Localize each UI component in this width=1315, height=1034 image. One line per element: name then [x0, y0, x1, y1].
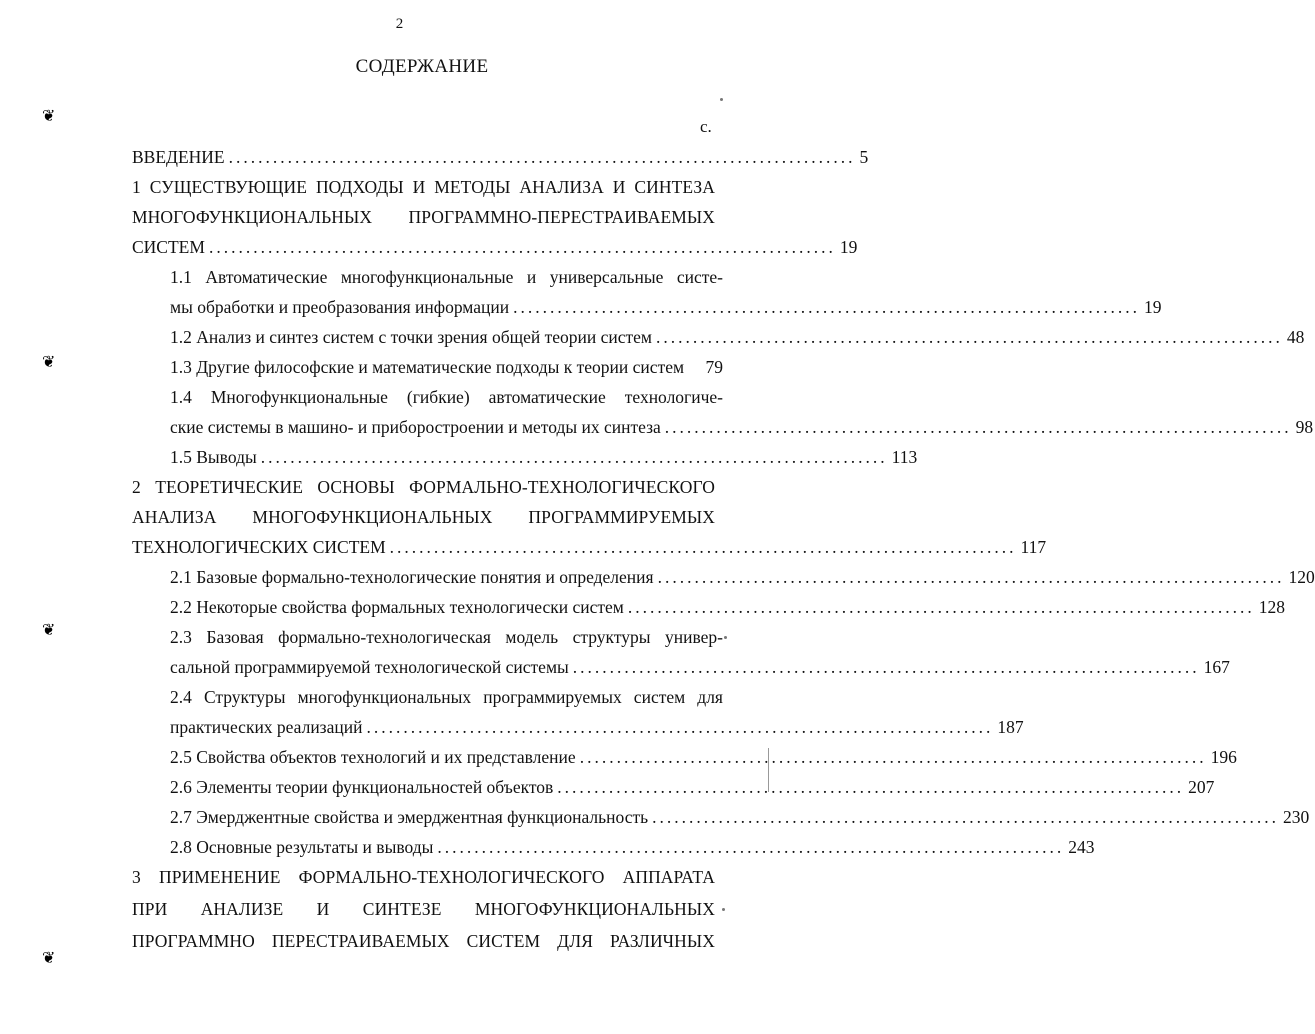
page-number: 2 [395, 16, 404, 32]
toc-page: 196 [1210, 747, 1237, 767]
toc-page: 19 [839, 237, 858, 257]
toc-chapter-1-line2[interactable]: МНОГОФУНКЦИОНАЛЬНЫХ ПРОГРАММНО-ПЕРЕСТРАИВАЕМЫХ [132, 207, 715, 227]
toc-page: 48 [1286, 327, 1305, 347]
toc-page: 207 [1188, 777, 1215, 797]
toc-section-1-2[interactable]: 1.2 Анализ и синтез систем с точки зрения общей теории систем ..................................................................................... 48 [170, 322, 723, 352]
toc-section-1-1-line2[interactable]: мы обработки и преобразования информации ..................................................................................... 19 [170, 292, 723, 322]
toc-page: 79 [705, 357, 723, 377]
toc-section-2-3-line2[interactable]: сальной программируемой технологической системы ..................................................................................... 167 [170, 652, 723, 682]
toc-chapter-3-line3[interactable]: ПРОГРАММНО ПЕРЕСТРАИВАЕМЫХ СИСТЕМ ДЛЯ РАЗЛИЧНЫХ [132, 931, 715, 951]
toc-chapter-3-line2[interactable]: ПРИ АНАЛИЗЕ И СИНТЕЗЕ МНОГОФУНКЦИОНАЛЬНЫХ [132, 899, 715, 919]
toc-section-1-4-line1[interactable]: 1.4 Многофункциональные (гибкие) автоматические технологиче- [170, 387, 723, 407]
page-column-label: с. [700, 117, 712, 136]
toc-chapter-3-line1[interactable]: 3 ПРИМЕНЕНИЕ ФОРМАЛЬНО-ТЕХНОЛОГИЧЕСКОГО АППАРАТА [132, 867, 715, 887]
toc-page: 98 [1295, 417, 1314, 437]
toc-chapter-2-line3[interactable]: ТЕХНОЛОГИЧЕСКИХ СИСТЕМ ..................................................................................... 117 [132, 532, 715, 562]
toc-entry-intro[interactable]: ВВЕДЕНИЕ ..................................................................................... 5 [132, 142, 715, 172]
toc-page: 243 [1068, 837, 1095, 857]
page-title: СОДЕРЖАНИЕ [355, 56, 489, 77]
toc-section-2-4-line2[interactable]: практических реализаций ..................................................................................... 187 [170, 712, 723, 742]
toc-section-2-2[interactable]: 2.2 Некоторые свойства формальных технологически систем ..................................................................................... 128 [170, 592, 723, 622]
scan-speck [720, 98, 723, 101]
binding-hole-mark: ❦ [42, 622, 56, 639]
toc-page: 117 [1020, 537, 1047, 557]
toc-chapter-2-line1[interactable]: 2 ТЕОРЕТИЧЕСКИЕ ОСНОВЫ ФОРМАЛЬНО-ТЕХНОЛОГИЧЕСКОГО [132, 477, 715, 497]
toc-section-1-3[interactable]: 1.3 Другие философские и математические подходы к теории систем 79 [170, 352, 723, 382]
toc-page: 5 [859, 147, 869, 167]
toc-page: 230 [1282, 807, 1310, 827]
toc-page: 120 [1288, 567, 1315, 587]
binding-hole-mark: ❦ [42, 354, 56, 371]
toc-page: 113 [891, 447, 918, 467]
toc-section-1-4-line2[interactable]: ские системы в машино- и приборостроении и методы их синтеза ..................................................................................... 98 [170, 412, 723, 442]
toc-section-2-7[interactable]: 2.7 Эмерджентные свойства и эмерджентная функциональность ..................................................................................... 230 [170, 802, 723, 832]
toc-page: 167 [1203, 657, 1230, 677]
toc-section-2-3-line1[interactable]: 2.3 Базовая формально-технологическая модель структуры универ- [170, 627, 723, 647]
scan-speck [722, 908, 725, 911]
toc-section-1-1-line1[interactable]: 1.1 Автоматические многофункциональные и универсальные систе- [170, 267, 723, 287]
toc-section-2-6[interactable]: 2.6 Элементы теории функциональностей объектов ..................................................................................... 207 [170, 772, 723, 802]
toc-section-2-1[interactable]: 2.1 Базовые формально-технологические понятия и определения ..................................................................................... 120 [170, 562, 723, 592]
toc-chapter-1-line3[interactable]: СИСТЕМ ..................................................................................... 19 [132, 232, 715, 262]
toc-chapter-2-line2[interactable]: АНАЛИЗА МНОГОФУНКЦИОНАЛЬНЫХ ПРОГРАММИРУЕМЫХ [132, 507, 715, 527]
toc-section-2-8[interactable]: 2.8 Основные результаты и выводы ..................................................................................... 243 [170, 832, 723, 862]
toc-chapter-1-line1[interactable]: 1 СУЩЕСТВУЮЩИЕ ПОДХОДЫ И МЕТОДЫ АНАЛИЗА И СИНТЕЗА [132, 177, 715, 197]
scan-speck [724, 636, 727, 639]
binding-hole-mark: ❦ [42, 108, 56, 125]
toc-page: 128 [1258, 597, 1286, 617]
toc-page: 19 [1144, 297, 1162, 317]
toc-section-2-5[interactable]: 2.5 Свойства объектов технологий и их представление ..................................................................................... 196 [170, 742, 723, 772]
toc-section-2-4-line1[interactable]: 2.4 Структуры многофункциональных программируемых систем для [170, 687, 723, 707]
toc-section-1-5[interactable]: 1.5 Выводы ..................................................................................... 113 [170, 442, 723, 472]
binding-hole-mark: ❦ [42, 950, 56, 967]
toc-page: 187 [997, 717, 1024, 737]
